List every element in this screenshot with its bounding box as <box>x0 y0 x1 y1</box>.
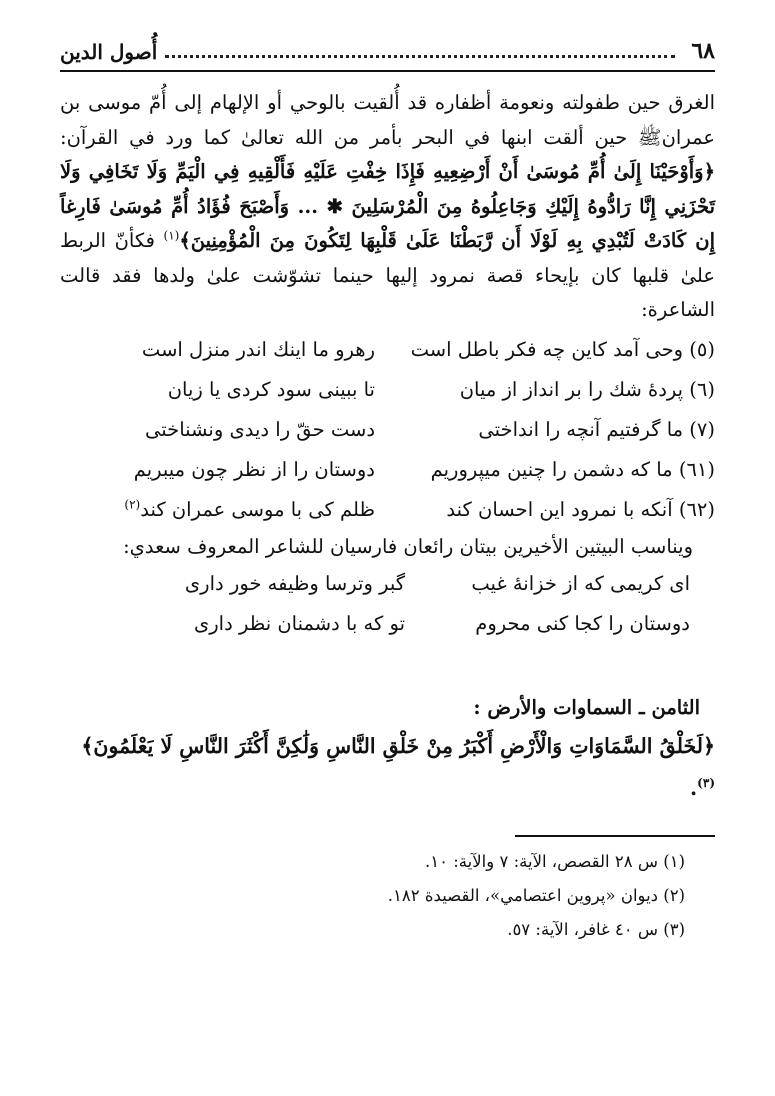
poem-verse <box>60 490 715 530</box>
verse-hemistich-second: تا ببینی سود کردی یا زیان <box>167 378 375 401</box>
paragraph-2: ويناسب البيتين الأخيرين بيتان رائعان فارسيان للشاعر المعروف سعدي: <box>123 534 693 558</box>
paragraph-1-continuation: فكأنّ الربط علىٰ قلبها كان بإيحاء قصة نمرود إليها حينما تشوّشت علىٰ ولدها فقد قالت الشاعرة: <box>60 229 715 321</box>
poem-verse <box>60 410 715 450</box>
footnote-3: (٣) س ٤٠ غافر، الآية: ٥٧. <box>507 919 685 939</box>
verse-hemistich-second: تو که با دشمنان نظر داری <box>193 612 405 635</box>
poem-verse <box>60 564 690 604</box>
footnote-2: (٢) ديوان «پروين اعتصامي»، القصيدة ١٨٢. <box>387 885 685 905</box>
verse-hemistich-second: رهرو ما اینك اندر منزل است <box>141 338 375 361</box>
poem-verse <box>60 370 715 410</box>
persian-poem-1 <box>60 330 715 530</box>
header-dotted-leader <box>165 55 675 58</box>
quran-verse-heavens <box>60 725 715 809</box>
verse-hemistich-second-text: ظلم کی با موسی عمران کند <box>140 498 375 521</box>
section-heading: الثامن ـ السماوات والأرض : <box>473 695 700 719</box>
footnote-ref-1: (١) <box>163 228 180 243</box>
verse-hemistich-first: ای کریمی که از خزانهٔ غیب <box>471 572 690 595</box>
quran-verse-end: . <box>690 775 698 800</box>
verse-hemistich-first: دوستان را کجا کنی محروم <box>475 612 690 635</box>
footnote-ref-2: (٢) <box>124 497 141 512</box>
verse-hemistich-second <box>60 498 385 521</box>
verse-hemistich-first: (٥) وحی آمد کاین چه فکر باطل است <box>410 338 715 361</box>
footnote-ref-3: (٣) <box>697 775 715 790</box>
running-title: أُصول الدين <box>60 40 158 64</box>
persian-poem-2 <box>60 564 715 644</box>
book-page <box>60 30 715 947</box>
quran-verse-musa: ﴿وَأَوْحَيْنَا إِلَىٰ أُمِّ مُوسَىٰ أَنْ أَرْضِعِيهِ فَإِذَا خِفْتِ عَلَيْهِ فَأَلْقِيهِ فِي الْيَمِّ وَلَا تَخَافِي وَلَا تَحْزَنِي إِنَّا رَادُّوهُ إِلَيْكِ وَجَاعِلُوهُ مِنَ الْمُرْسَلِينَ ✱ ... وَأَصْبَحَ فُؤَادُ أُمِّ مُوسَىٰ فَارِغاً إِن كَادَتْ لَتُبْدِي بِهِ لَوْلَا أَن رَّبَطْنَا عَلَىٰ قَلْبِهَا لِتَكُونَ مِنَ الْمُؤْمِنِينَ﴾ <box>60 160 715 252</box>
footnote-1: (١) س ٢٨ القصص، الآية: ٧ والآية: ١٠. <box>425 851 685 871</box>
verse-hemistich-second: دست حقّ را دیدی ونشناختی <box>145 418 375 441</box>
paragraph-1 <box>60 86 715 328</box>
quran-verse-text: ﴿لَخَلْقُ السَّمَاوَاتِ وَالْأَرْضِ أَكْبَرُ مِنْ خَلْقِ النَّاسِ وَلَٰكِنَّ أَكْثَرَ النَّاسِ لَا يَعْلَمُونَ﴾ <box>81 733 715 758</box>
poem-verse <box>60 330 715 370</box>
page-number: ٦٨ <box>691 38 715 64</box>
poem-verse <box>60 450 715 490</box>
footnotes <box>60 845 715 947</box>
verse-hemistich-first: (٧) ما گرفتیم آنچه را انداختی <box>478 418 715 441</box>
verse-hemistich-second: گبر وترسا وظیفه خور داری <box>184 572 405 595</box>
paragraph-1-intro: الغرق حين طفولته ونعومة أظفاره قد أُلقيت بالوحي أو الإلهام إلى أُمّ موسى بن عمرانﷺ حين ألقت ابنها في البحر بأمر من الله تعالىٰ كما ورد في القرآن: <box>60 91 715 149</box>
verse-hemistich-first: (٦) پردهٔ شك را بر انداز از میان <box>459 378 715 401</box>
footnote-divider <box>515 835 715 837</box>
verse-hemistich-first: (٦١) ما که دشمن را چنین میپروریم <box>430 458 715 481</box>
poem-verse <box>60 604 690 644</box>
verse-hemistich-first: (٦٢) آنکه با نمرود این احسان کند <box>446 498 715 521</box>
page-header <box>60 30 715 72</box>
verse-hemistich-second: دوستان را از نظر چون میبریم <box>133 458 375 481</box>
